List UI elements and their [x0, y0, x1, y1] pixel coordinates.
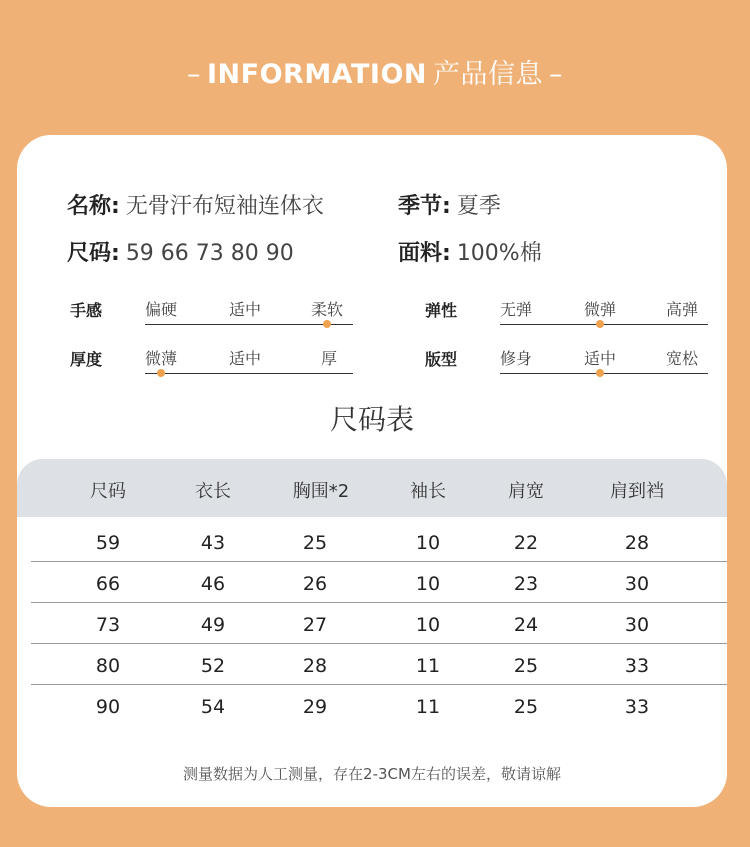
- table-cell: 28: [624, 532, 650, 554]
- elasticity-option: 无弹: [500, 300, 533, 319]
- elasticity-indicator-dot: [596, 320, 604, 328]
- size-table-title: 尺码表: [329, 403, 414, 436]
- feel-label: 手感: [70, 301, 103, 320]
- table-cell: 10: [415, 614, 441, 636]
- table-row: [31, 643, 727, 685]
- feel-indicator-dot: [323, 320, 331, 328]
- season-row: [398, 189, 501, 220]
- table-cell: 43: [200, 532, 226, 554]
- name-value: 无骨汗布短袖连体衣: [125, 194, 324, 219]
- section-title: [0, 52, 750, 91]
- table-cell: 28: [302, 655, 328, 677]
- table-cell: 24: [513, 614, 539, 636]
- table-row: [31, 602, 727, 644]
- header-cell: 袖长: [410, 481, 446, 502]
- size-row: [67, 236, 294, 267]
- fit-option: 修身: [500, 349, 533, 368]
- feel-scale-line: [145, 324, 353, 325]
- fit-label: 版型: [425, 350, 458, 369]
- table-row: [31, 561, 727, 603]
- table-cell: 29: [302, 696, 328, 718]
- table-cell: 46: [200, 573, 226, 595]
- table-cell: 33: [624, 696, 650, 718]
- thickness-option: 微薄: [145, 349, 178, 368]
- header-cell: 肩到裆: [610, 481, 664, 502]
- table-cell: 33: [624, 655, 650, 677]
- table-cell: 11: [415, 655, 441, 677]
- header-cell: 尺码: [90, 481, 126, 502]
- season-value: 夏季: [456, 194, 501, 219]
- fabric-label: 面料:: [398, 241, 451, 266]
- fabric-row: [398, 236, 542, 267]
- elasticity-scale-line: [500, 324, 708, 325]
- table-row: [31, 684, 727, 725]
- feel-option: 柔软: [311, 300, 344, 319]
- table-cell: 90: [95, 696, 121, 718]
- fit-scale-line: [500, 373, 708, 374]
- table-cell: 10: [415, 532, 441, 554]
- table-row: [31, 520, 727, 562]
- table-cell: 49: [200, 614, 226, 636]
- table-cell: 10: [415, 573, 441, 595]
- table-cell: 25: [513, 696, 539, 718]
- thickness-indicator-dot: [157, 369, 165, 377]
- thickness-scale-line: [145, 373, 353, 374]
- table-cell: 25: [302, 532, 328, 554]
- fit-option: 适中: [584, 349, 617, 368]
- fit-scale: [500, 346, 708, 376]
- fit-option: 宽松: [666, 349, 699, 368]
- thickness-option: 适中: [229, 349, 262, 368]
- title-dash-left: –: [186, 59, 201, 90]
- elasticity-label: 弹性: [425, 301, 458, 320]
- table-cell: 22: [513, 532, 539, 554]
- elasticity-scale: [500, 297, 708, 327]
- table-cell: 23: [513, 573, 539, 595]
- table-cell: 52: [200, 655, 226, 677]
- measurement-note: 测量数据为人工测量，存在2-3CM左右的误差，敬请谅解: [183, 765, 561, 783]
- table-cell: 73: [95, 614, 121, 636]
- table-cell: 27: [302, 614, 328, 636]
- table-cell: 80: [95, 655, 121, 677]
- elasticity-option: 高弹: [666, 300, 699, 319]
- thickness-scale: [145, 346, 353, 376]
- table-cell: 25: [513, 655, 539, 677]
- title-cn: 产品信息: [433, 59, 543, 90]
- elasticity-option: 微弹: [584, 300, 617, 319]
- size-value: 59 66 73 80 90: [125, 241, 294, 266]
- title-dash-right: –: [549, 59, 563, 90]
- table-cell: 54: [200, 696, 226, 718]
- title-en: INFORMATION: [206, 59, 427, 90]
- thickness-label: 厚度: [70, 350, 103, 369]
- header-cell: 衣长: [195, 481, 231, 502]
- name-row: [67, 189, 324, 220]
- fabric-value: 100%棉: [456, 241, 542, 266]
- feel-option: 偏硬: [145, 300, 178, 319]
- season-label: 季节:: [398, 194, 451, 219]
- table-cell: 30: [624, 573, 650, 595]
- product-info-card: [17, 135, 727, 807]
- header-cell: 肩宽: [508, 481, 544, 502]
- header-cell: 胸围*2: [292, 481, 350, 502]
- table-cell: 30: [624, 614, 650, 636]
- feel-option: 适中: [229, 300, 262, 319]
- size-table-header: [17, 459, 727, 517]
- fit-indicator-dot: [596, 369, 604, 377]
- table-cell: 59: [95, 532, 121, 554]
- thickness-option: 厚: [321, 349, 338, 368]
- table-cell: 11: [415, 696, 441, 718]
- size-label: 尺码:: [67, 241, 120, 266]
- name-label: 名称:: [67, 194, 120, 219]
- table-cell: 66: [95, 573, 121, 595]
- feel-scale: [145, 297, 353, 327]
- table-cell: 26: [302, 573, 328, 595]
